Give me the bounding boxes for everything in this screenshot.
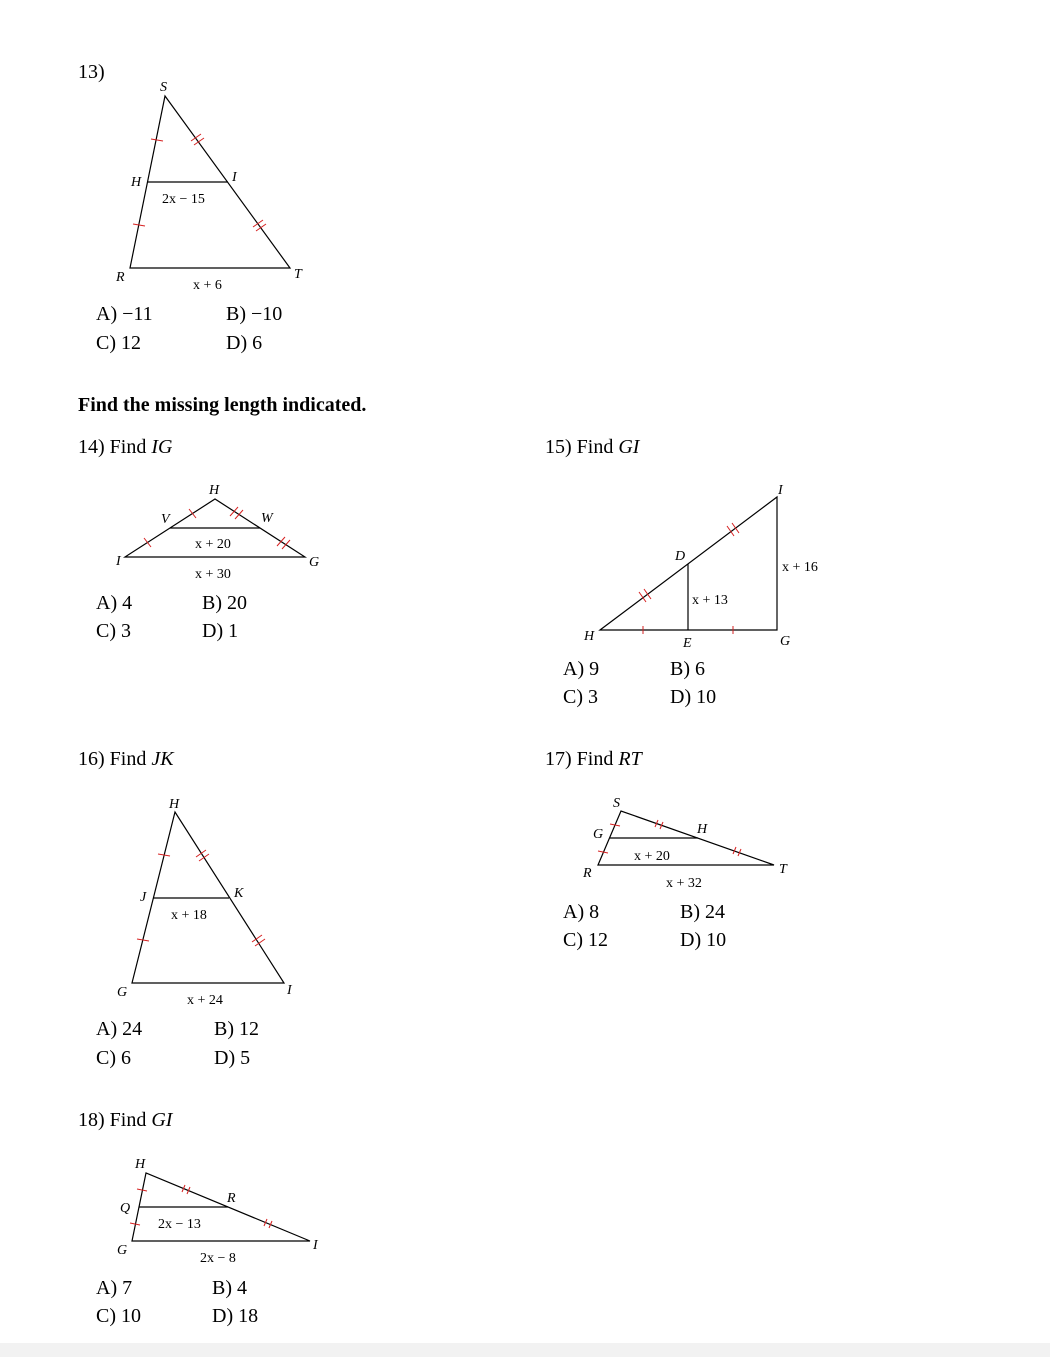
tick-hq <box>137 1189 147 1191</box>
expr-base: x + 32 <box>666 876 702 891</box>
choice-14-a: A) 4 <box>96 592 133 614</box>
vertex-d: D <box>675 549 686 564</box>
choice-17-c: C) 12 <box>563 929 608 951</box>
vertex-w: W <box>261 511 273 526</box>
choice-18-d: D) 18 <box>212 1305 259 1327</box>
tick-it-2 <box>256 224 266 231</box>
choice-14-c: C) 3 <box>96 620 131 642</box>
vertex-t: T <box>779 862 787 877</box>
tick-ki-2 <box>255 939 265 946</box>
tick-wg-2 <box>282 540 290 549</box>
triangle-hig <box>600 497 777 630</box>
tick-ri-1 <box>264 1219 267 1226</box>
problem-14-find: Find <box>109 436 152 458</box>
tick-di-2 <box>732 523 739 533</box>
tick-it-1 <box>253 220 263 227</box>
problem-14-title <box>78 436 172 459</box>
choice-16-a: A) 24 <box>96 1018 143 1040</box>
tick-vh <box>189 509 196 518</box>
section-heading: Find the missing length indicated. <box>78 394 367 416</box>
vertex-i: I <box>313 1238 318 1253</box>
problem-16-find: Find <box>109 748 152 770</box>
vertex-g: G <box>117 1243 128 1258</box>
tick-ki-1 <box>252 935 262 942</box>
problem-15-number: 15) <box>545 436 572 458</box>
problem-16-title <box>78 748 174 771</box>
expr-midsegment: x + 20 <box>195 537 231 552</box>
vertex-h: H <box>135 1157 146 1172</box>
problem-15-title <box>545 436 639 459</box>
tick-hw-1 <box>230 507 238 516</box>
vertex-g: G <box>117 985 128 1000</box>
vertex-r: R <box>116 270 125 285</box>
tick-hk-1 <box>196 850 206 857</box>
choice-16-c: C) 6 <box>96 1047 131 1069</box>
problem-17-title <box>545 748 642 771</box>
vertex-e: E <box>683 636 692 651</box>
tick-gr <box>598 851 608 853</box>
vertex-i: I <box>116 554 121 569</box>
expr-base: x + 6 <box>193 278 222 293</box>
page-footer-bar <box>0 1343 1050 1357</box>
tick-hk-2 <box>199 854 209 861</box>
triangle-ihg <box>125 499 305 557</box>
tick-qg <box>130 1223 140 1225</box>
vertex-h: H <box>209 483 220 498</box>
choice-13-c: C) 12 <box>96 332 141 354</box>
choice-17-a: A) 8 <box>563 901 600 923</box>
problem-15-target: GI <box>618 436 640 458</box>
tick-sh-1 <box>655 820 658 827</box>
tick-sh <box>151 139 163 141</box>
tick-wg-1 <box>277 537 285 546</box>
vertex-h: H <box>584 629 595 644</box>
tick-hr <box>133 224 145 226</box>
tick-hr-1 <box>182 1185 185 1192</box>
problem-16-number: 16) <box>78 748 105 770</box>
tick-ht-2 <box>738 849 741 856</box>
triangle-ghi <box>132 812 284 983</box>
expr-midsegment: x + 13 <box>692 593 728 608</box>
choice-15-c: C) 3 <box>563 686 598 708</box>
vertex-k: K <box>234 886 244 901</box>
tick-sg <box>610 824 620 826</box>
triangle-ghi <box>132 1173 310 1241</box>
tick-hd-1 <box>639 592 646 602</box>
tick-si-2 <box>194 138 204 145</box>
tick-hw-2 <box>235 510 243 519</box>
tick-iv <box>144 538 151 547</box>
triangle-rst <box>130 96 290 268</box>
vertex-g: G <box>593 827 604 842</box>
vertex-s: S <box>613 796 620 811</box>
expr-midsegment: x + 20 <box>634 849 670 864</box>
tick-ht-1 <box>733 847 736 854</box>
problem-14-number: 14) <box>78 436 105 458</box>
expr-side: x + 16 <box>782 560 818 575</box>
vertex-g: G <box>309 555 320 570</box>
triangle-rst <box>598 811 774 865</box>
expr-midsegment: x + 18 <box>171 908 207 923</box>
vertex-h: H <box>131 175 142 190</box>
tick-di-1 <box>727 526 734 536</box>
expr-midsegment: 2x − 15 <box>162 192 205 207</box>
expr-base: x + 24 <box>187 993 223 1008</box>
problem-18-number: 18) <box>78 1109 105 1131</box>
vertex-s: S <box>160 80 167 95</box>
choice-15-d: D) 10 <box>670 686 717 708</box>
vertex-r: R <box>227 1191 236 1206</box>
vertex-t: T <box>294 267 302 282</box>
choice-15-b: B) 6 <box>670 658 705 680</box>
choice-16-b: B) 12 <box>214 1018 259 1040</box>
problem-18-find: Find <box>109 1109 152 1131</box>
choice-13-b: B) −10 <box>226 303 283 325</box>
choice-18-a: A) 7 <box>96 1277 133 1299</box>
vertex-i: I <box>287 983 292 998</box>
choice-15-a: A) 9 <box>563 658 600 680</box>
problem-15-find: Find <box>576 436 619 458</box>
problem-17-find: Find <box>576 748 619 770</box>
expr-midsegment: 2x − 13 <box>158 1217 201 1232</box>
problem-17-target: RT <box>618 748 642 770</box>
problem-18-title <box>78 1109 172 1132</box>
tick-hr-2 <box>187 1187 190 1194</box>
choice-13-a: A) −11 <box>96 303 153 325</box>
tick-ri-2 <box>269 1221 272 1228</box>
choice-17-b: B) 24 <box>680 901 725 923</box>
vertex-i: I <box>232 170 237 185</box>
tick-jg <box>137 939 149 941</box>
choice-14-b: B) 20 <box>202 592 247 614</box>
tick-sh-2 <box>660 822 663 829</box>
vertex-v: V <box>161 512 170 527</box>
expr-base: x + 30 <box>195 567 231 582</box>
choice-17-d: D) 10 <box>680 929 727 951</box>
vertex-r: R <box>583 866 592 881</box>
problem-13-number: 13) <box>78 61 105 83</box>
choice-13-d: D) 6 <box>226 332 263 354</box>
tick-hd-2 <box>644 589 651 599</box>
problem-17-number: 17) <box>545 748 572 770</box>
vertex-h: H <box>169 797 180 812</box>
choice-18-c: C) 10 <box>96 1305 141 1327</box>
tick-si-1 <box>191 134 201 141</box>
vertex-h: H <box>697 822 708 837</box>
vertex-g: G <box>780 634 791 649</box>
expr-base: 2x − 8 <box>200 1251 236 1266</box>
vertex-j: J <box>140 890 147 905</box>
vertex-i: I <box>778 483 783 498</box>
choice-14-d: D) 1 <box>202 620 239 642</box>
choice-18-b: B) 4 <box>212 1277 247 1299</box>
problem-14-target: IG <box>151 436 173 458</box>
vertex-q: Q <box>120 1201 131 1216</box>
tick-hj <box>158 854 170 856</box>
problem-18-target: GI <box>151 1109 173 1131</box>
choice-16-d: D) 5 <box>214 1047 251 1069</box>
problem-16-target: JK <box>151 748 174 770</box>
